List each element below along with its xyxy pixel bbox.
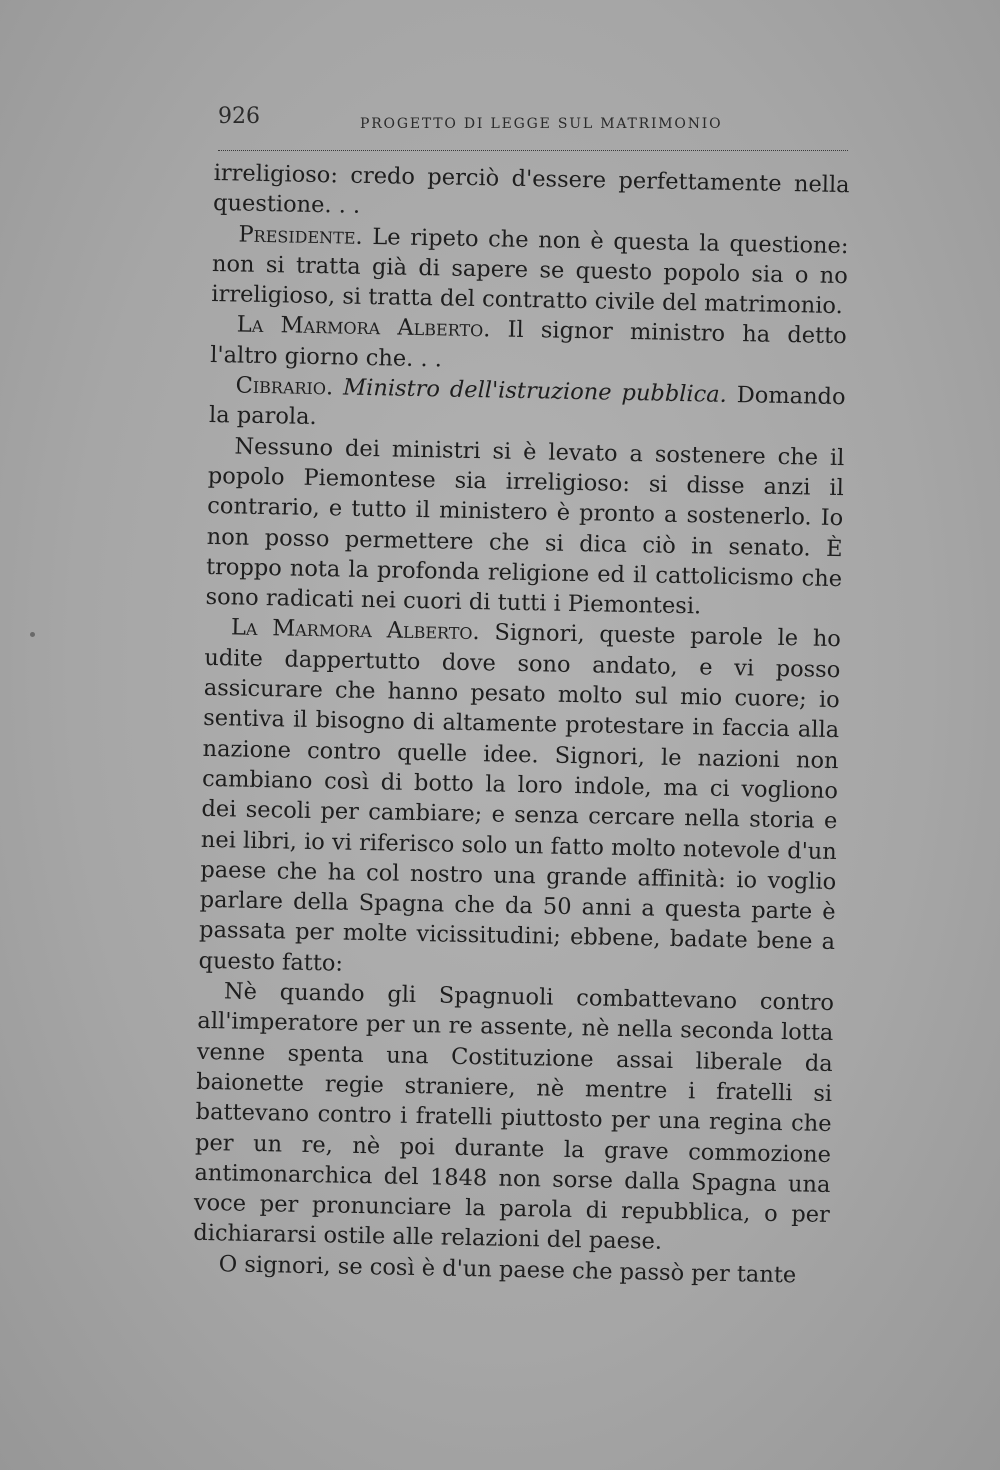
paragraph-7 <box>193 976 834 1261</box>
page-number: 926 <box>218 104 260 129</box>
paper-speck <box>30 632 35 637</box>
paragraph-6 <box>198 612 841 988</box>
paragraph-text: Nè quando gli Spagnuoli combattevano contro all'imperatore per un re assente, nè nella seconda lotta venne spenta una Costituzione assai liberale da baionette regie straniere, nè mentre i fratelli si battevano contro i fratelli piuttosto per una regina che per un re, nè poi durante la grave commozione antimonarchica del 1848 non sorse dalla Spagna una voce per pronunciare la parola di repubblica, o per dichiararsi ostile alle relazioni del paese. <box>193 978 835 1256</box>
speaker-name: La Marmora Alberto. <box>230 614 480 646</box>
page-header <box>218 100 848 140</box>
speaker-role: Ministro dell'istruzione pubblica. <box>332 374 728 408</box>
running-title: PROGETTO DI LEGGE SUL MATRIMONIO <box>360 116 723 132</box>
paragraph-5 <box>205 431 844 625</box>
paragraph-text: Le ripeto che non è questa la questione: non si tratta già di sapere se questo popolo sia o no irreligioso, si tratta del contratto civile del matrimonio. <box>211 223 849 320</box>
speaker-name: Cibrario. <box>235 372 334 401</box>
paragraph-text: O signori, se così è d'un paese che passò per tante <box>218 1250 797 1289</box>
speaker-name: Presidente. <box>238 221 363 250</box>
paragraph-text: irreligioso: credo perciò d'essere perfettamente nella questione. . . <box>212 159 850 220</box>
paragraph-2 <box>211 219 849 322</box>
paragraph-text: Il signor ministro ha detto l'altro giorno che. . . <box>209 316 847 373</box>
body-text <box>192 158 849 1291</box>
paragraph-text: Domando la parola. <box>208 381 846 431</box>
paragraph-text: Signori, queste parole le ho udite dappertutto dove sono andato, e vi posso assicurare che hanno pesato molto sul mio cuore; io sentiva il bisogno di altamente protestare in faccia alla nazione contro quelle idee. Signori, le nazioni non cambiano così di botto la loro indole, ma ci vogliono dei secoli per cambiare; e senza cercare nella storia e nei libri, io vi riferisco solo un fatto molto notevole d'un paese che ha col nostro una grande affinità: io voglio parlare della Spagna che da 50 anni a questa parte è passata per molte vicissitudini; ebbene, badate bene a questo fatto: <box>198 619 842 977</box>
header-rule <box>218 150 848 151</box>
paragraph-text: Nessuno dei ministri si è levato a sostenere che il popolo Piemontese sia irreligioso: si disse anzi il contrario, e tutto il ministero è pronto a sostenerlo. Io non posso permettere che si dica ciò in senato. È troppo nota la profonda religione ed il cattolicismo che sono radicati nei cuori di tutti i Piemontesi. <box>205 433 845 620</box>
speaker-name: La Marmora Alberto. <box>236 311 491 343</box>
